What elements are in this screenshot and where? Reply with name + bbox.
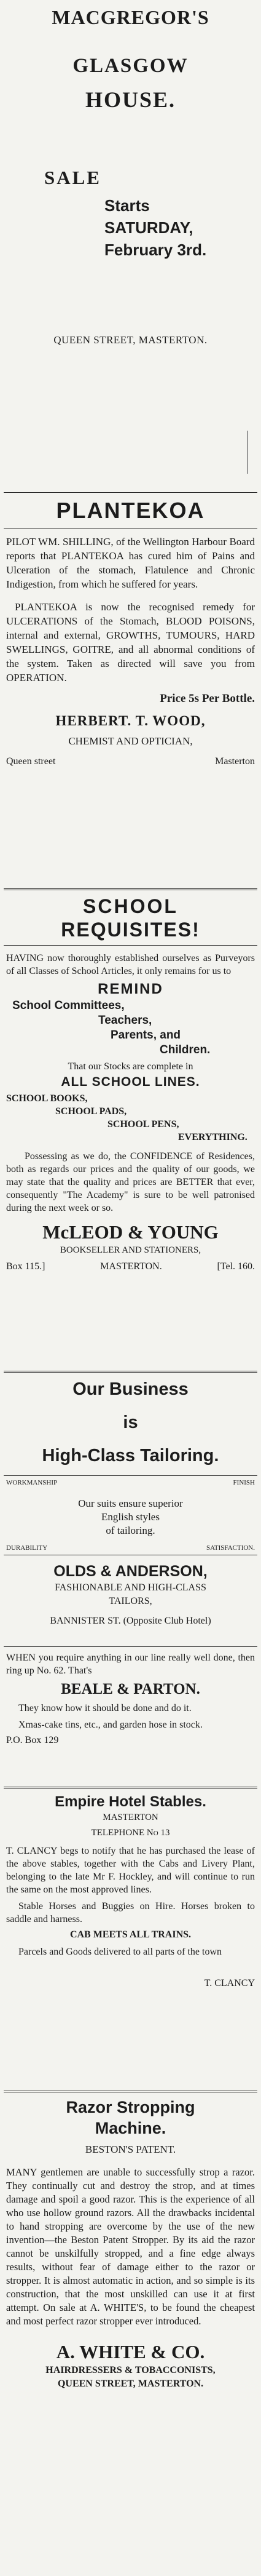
macgregor-address: QUEEN STREET, MASTERTON. bbox=[53, 334, 208, 346]
plantekoa-proprietor: HERBERT. T. WOOD, bbox=[55, 713, 206, 728]
mcleod-pens: SCHOOL PENS, bbox=[107, 1119, 179, 1130]
razor-description: MANY gentlemen are unable to successfully strop a razor. They continually cut and destroy the strop, and at times damage and spoil a good razor. This is the experience of all who use hollow ground razors. All the drawbacks incidental to hand stropping are overcome by the use of the new invention—the Beston Patent Stropper. By its aid the razor cannot be unskilfully stropped, and a fine edge always results, without fear of damage either to the razor or stropper. It is almost automatic in action, and so simple is its construction, that the most unskilled can use it at first attempt. On sale at A. WHITE'S, to be found the cheapest and most perfect razor stropper ever introduced. bbox=[6, 2166, 255, 2327]
plantekoa-price: Price 5s Per Bottle. bbox=[160, 692, 255, 705]
razor-trade: HAIRDRESSERS & TOBACCONISTS, bbox=[45, 2365, 216, 2375]
empire-parcels: Parcels and Goods delivered to all parts of the town bbox=[18, 1947, 222, 1957]
razor-title-2: Machine. bbox=[95, 2119, 166, 2137]
olds-name: OLDS & ANDERSON, bbox=[53, 1563, 208, 1580]
olds-suits-3: of tailoring. bbox=[106, 1525, 155, 1536]
mcleod-parents: Parents, and bbox=[111, 1029, 181, 1042]
beale-tagline: They know how it should be done and do it. bbox=[18, 1703, 192, 1713]
macgregor-ad bbox=[0, 5, 261, 405]
mcleod-confidence: Possessing as we do, the CONFIDENCE of Residences, both as regards our prices and the quality of our goods, we may state that the quality and prices are BETTER that ever, consequently "The Academy" is sure to be well patronised during the next week or so. bbox=[6, 1151, 255, 1213]
mcleod-name: McLEOD & YOUNG bbox=[42, 1221, 219, 1243]
olds-head-1: Our Business bbox=[72, 1379, 189, 1399]
plantekoa-title: PLANTEKOA bbox=[56, 498, 205, 523]
macgregor-date: February 3rd. bbox=[104, 241, 207, 259]
razor-patent: BESTON'S PATENT. bbox=[85, 2143, 176, 2155]
mcleod-title-2: REQUISITES! bbox=[61, 919, 200, 941]
beale-stock: Xmas-cake tins, etc., and garden hose in stock. bbox=[18, 1720, 203, 1730]
empire-trains: CAB MEETS ALL TRAINS. bbox=[69, 1929, 192, 1940]
plantekoa-description: PLANTEKOA is now the recognised remedy for ULCERATIONS of the Stomach, BLOOD POISONS, internal and external, GROWTHS, TUMOURS, HARD SWELLINGS, GOITRE, and all abnormal conditions of the system. Taken as directed will save you from OPERATION. bbox=[6, 601, 255, 684]
mcleod-pads: SCHOOL PADS, bbox=[55, 1106, 127, 1117]
empire-horses: Stable Horses and Buggies on Hire. Horses broken to saddle and harness. bbox=[6, 1901, 255, 1924]
divider bbox=[4, 2091, 257, 2092]
empire-telephone: TELEPHONE No 13 bbox=[91, 1828, 170, 1838]
plantekoa-street: Queen street bbox=[6, 756, 56, 767]
mcleod-committees: School Committees, bbox=[12, 999, 125, 1012]
mcleod-stocks: That our Stocks are complete in bbox=[68, 1061, 193, 1072]
plantekoa-address bbox=[6, 755, 255, 768]
mcleod-ad bbox=[0, 895, 261, 1362]
olds-trade-1: FASHIONABLE AND HIGH-CLASS bbox=[55, 1582, 206, 1593]
mcleod-title-1: SCHOOL bbox=[83, 895, 178, 917]
macgregor-name: MACGREGOR'S bbox=[52, 6, 209, 28]
mcleod-remind: REMIND bbox=[98, 981, 163, 997]
mcleod-lines: ALL SCHOOL LINES. bbox=[61, 1075, 200, 1089]
macgregor-line3: HOUSE. bbox=[85, 87, 176, 112]
razor-address: QUEEN STREET, MASTERTON. bbox=[57, 2379, 204, 2389]
macgregor-line2: GLASGOW bbox=[72, 55, 189, 77]
mcleod-teachers: Teachers, bbox=[98, 1014, 152, 1027]
plantekoa-town: Masterton bbox=[215, 756, 255, 767]
mcleod-town: MASTERTON. bbox=[100, 1261, 162, 1272]
divider bbox=[4, 888, 257, 890]
olds-head-2: is bbox=[123, 1413, 138, 1432]
divider bbox=[4, 1787, 257, 1788]
plantekoa-ad bbox=[0, 497, 261, 891]
print-blemish bbox=[247, 431, 248, 474]
mcleod-box: Box 115.] bbox=[6, 1261, 45, 1272]
olds-satisfaction: SATISFACTION. bbox=[206, 1544, 255, 1552]
divider bbox=[4, 492, 257, 493]
empire-ad bbox=[0, 1793, 261, 2082]
mcleod-tel: [Tel. 160. bbox=[217, 1261, 255, 1272]
razor-name: A. WHITE & CO. bbox=[56, 2341, 205, 2363]
olds-suits-2: English styles bbox=[101, 1511, 160, 1523]
mcleod-children: Children. bbox=[160, 1043, 211, 1056]
olds-address: BANNISTER ST. (Opposite Club Hotel) bbox=[50, 1616, 211, 1626]
plantekoa-trade: CHEMIST AND OPTICIAN, bbox=[68, 735, 193, 747]
empire-notice: T. CLANCY begs to notify that he has purchased the lease of the above stables, together with the Cabs and Livery Plant, belonging to the late Mr F. Hockley, and will continue to run the same on the most approved lines. bbox=[6, 1846, 255, 1895]
mcleod-books: SCHOOL BOOKS, bbox=[6, 1093, 88, 1104]
plantekoa-testimonial: PILOT WM. SHILLING, of the Wellington Harbour Board reports that PLANTEKOA has cured him of Pains and Ulceration of the stomach, Flatulence and Chronic Indigestion, from which he suffered for years. bbox=[6, 536, 255, 590]
empire-title: Empire Hotel Stables. bbox=[55, 1793, 206, 1810]
olds-ad bbox=[0, 1378, 261, 1643]
mcleod-contact bbox=[6, 1260, 255, 1274]
olds-workmanship: WORKMANSHIP bbox=[6, 1479, 58, 1486]
razor-title-1: Razor Stropping bbox=[66, 2098, 195, 2116]
beale-name: BEALE & PARTON. bbox=[61, 1681, 200, 1697]
empire-town: MASTERTON bbox=[103, 1812, 158, 1822]
olds-durability: DURABILITY bbox=[6, 1544, 48, 1552]
mcleod-intro: HAVING now thoroughly established ourselves as Purveyors of all Classes of School Articles, it only remains for us to bbox=[6, 953, 255, 976]
olds-trade-2: TAILORS, bbox=[109, 1596, 152, 1606]
macgregor-starts: Starts bbox=[104, 196, 150, 215]
beale-text: WHEN you require anything in our line really well done, then ring up No. 62. That's bbox=[6, 1653, 255, 1676]
empire-signature: T. CLANCY bbox=[204, 1978, 255, 1988]
macgregor-sale: SALE bbox=[44, 167, 101, 188]
mcleod-everything: EVERYTHING. bbox=[178, 1132, 247, 1142]
macgregor-day: SATURDAY, bbox=[104, 218, 193, 237]
beale-box: P.O. Box 129 bbox=[6, 1735, 59, 1745]
mcleod-trade: BOOKSELLER AND STATIONERS, bbox=[60, 1245, 201, 1255]
olds-finish: FINISH bbox=[233, 1479, 255, 1486]
beale-ad bbox=[0, 1651, 261, 1780]
divider bbox=[4, 1646, 257, 1647]
razor-ad bbox=[0, 2097, 261, 2574]
divider bbox=[4, 1371, 257, 1373]
olds-head-3: High-Class Tailoring. bbox=[42, 1446, 219, 1465]
olds-suits-1: Our suits ensure superior bbox=[78, 1497, 183, 1509]
